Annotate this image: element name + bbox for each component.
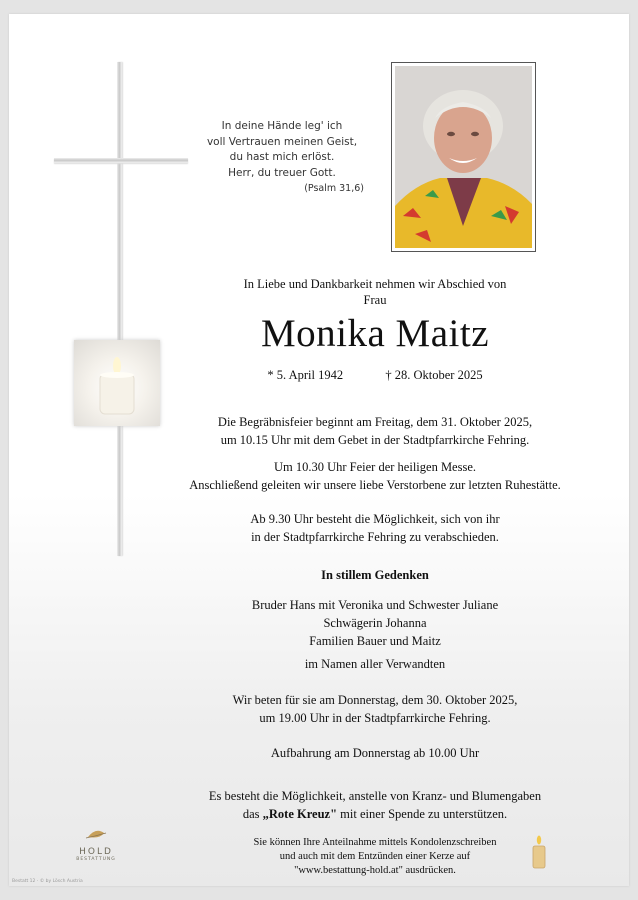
condolence-info (170, 836, 580, 878)
psalm-quote (192, 119, 372, 197)
funeral-line: um 10.15 Uhr mit dem Gebet in der Stadtpfarrkirche Fehring. (220, 433, 530, 447)
condolence-line: "www.bestattung-hold.at" ausdrücken. (294, 865, 456, 876)
psalm-line: Herr, du treuer Gott. (228, 166, 336, 179)
donation-text: mit einer Spende zu unterstützen. (337, 807, 508, 821)
death-date: † 28. Oktober 2025 (385, 368, 483, 382)
funeral-line: Um 10.30 Uhr Feier der heiligen Messe. (273, 460, 477, 474)
logo-brand: HOLD (79, 847, 113, 857)
cross-vertical-beam (117, 62, 122, 556)
mourner-line: Familien Bauer und Maitz (309, 634, 441, 648)
psalm-line: In deine Hände leg' ich (221, 120, 343, 132)
candle-icon (74, 340, 160, 426)
funeral-paragraph-3 (150, 510, 600, 546)
mourner-line: Schwägerin Johanna (323, 616, 427, 630)
intro-line: In Liebe und Dankbarkeit nehmen wir Abschied von (243, 277, 507, 291)
psalm-reference: (Psalm 31,6) (304, 183, 364, 194)
farewell-intro (150, 275, 600, 307)
funeral-home-logo (74, 826, 118, 866)
funeral-line: Die Begräbnisfeier beginnt am Freitag, dem 31. Oktober 2025, (217, 415, 533, 429)
intro-line: Frau (363, 293, 387, 307)
mourners-heading: In stillem Gedenken (321, 568, 429, 582)
prayer-line: um 19.00 Uhr in der Stadtpfarrkirche Fehring. (259, 711, 491, 725)
prayer-line: Wir beten für sie am Donnerstag, dem 30. Oktober 2025, (232, 693, 518, 707)
small-candle-icon (530, 834, 548, 870)
donation-line: Es besteht die Möglichkeit, anstelle von Kranz- und Blumengaben (208, 789, 542, 803)
condolence-line: Sie können Ihre Anteilnahme mittels Kondolenzschreiben (253, 837, 497, 848)
mourners-list (150, 596, 600, 650)
condolence-line: und auch mit dem Entzünden einer Kerze auf (279, 851, 471, 862)
prayer-info (150, 691, 600, 727)
psalm-line: du hast mich erlöst. (229, 151, 335, 163)
life-dates (150, 366, 600, 384)
logo-subtitle: BESTATTUNG (76, 857, 116, 862)
candle-image (74, 340, 160, 426)
funeral-line: Ab 9.30 Uhr besteht die Möglichkeit, sich von ihr (250, 512, 500, 526)
donation-info (150, 787, 600, 823)
donation-line (150, 805, 600, 823)
birth-date: * 5. April 1942 (267, 368, 344, 382)
portrait-image (395, 66, 532, 248)
funeral-paragraph-2 (150, 458, 600, 494)
donation-organization: „Rote Kreuz" (262, 807, 338, 821)
deceased-name: Monika Maitz (260, 312, 490, 355)
viewing-info: Aufbahrung am Donnerstag ab 10.00 Uhr (270, 746, 480, 760)
portrait-photo (391, 62, 536, 252)
mourner-line: Bruder Hans mit Veronika und Schwester Juliane (251, 598, 499, 612)
footer-note: Bestatt 12 · © by Lösch Austria (12, 879, 83, 884)
cross-horizontal-beam (54, 158, 188, 163)
mourners-closing: im Namen aller Verwandten (304, 657, 446, 671)
leaf-icon (74, 827, 118, 841)
funeral-line: in der Stadtpfarrkirche Fehring zu verabschieden. (251, 530, 499, 544)
psalm-line: voll Vertrauen meinen Geist, (206, 135, 358, 148)
funeral-paragraph-1 (150, 413, 600, 449)
donation-text: das (242, 807, 263, 821)
funeral-line: Anschließend geleiten wir unsere liebe Verstorbene zur letzten Ruhestätte. (189, 478, 561, 492)
